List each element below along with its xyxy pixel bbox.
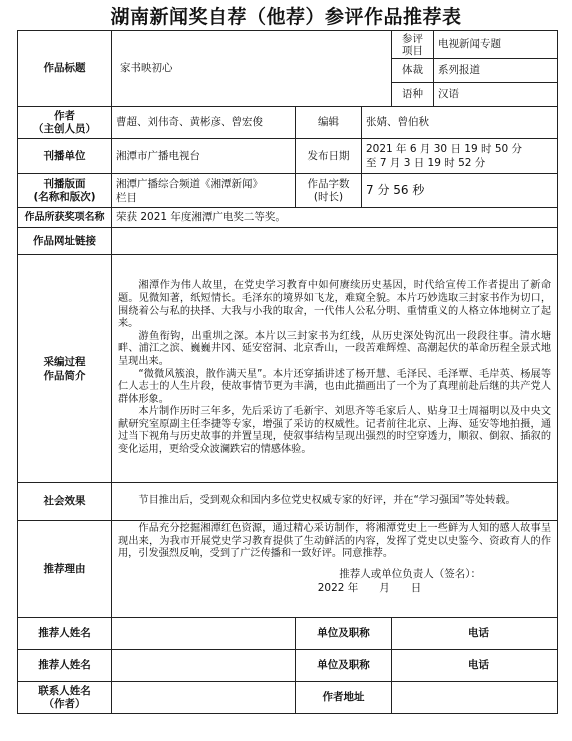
layout-label: 刊播版面 (名称和版次) bbox=[18, 174, 112, 208]
publishing-unit-label: 刊播单位 bbox=[18, 139, 112, 174]
effect-text: 节目推出后，受到观众和国内多位党史权威专家的好评，并在“学习强国”等处转载。 bbox=[138, 495, 516, 507]
process-paragraph: 本片制作历时三年多，先后采访了毛新宇、刘思齐等毛家后人、贴身卫士周福明以及中央文献研究室原副主任李捷等专家，增强了采访的权威性。记者前往北京、上海、延安等地拍摄，通过当下视角与历史故事的并置呈现，使叙事结构呈现出强烈的时空穿透力，顺叙、倒叙、插叙的变化运用，更给受众波澜跌宕的情感体验。 bbox=[118, 406, 552, 456]
publishing-unit-value: 湘潭市广播电视台 bbox=[112, 139, 296, 174]
reason-content bbox=[112, 521, 558, 618]
process-paragraph: 游鱼衔钩，出重圳之深。本片以三封家书为红线，从历史深处钩沉出一段段往事。清水塘畔、浦江之滨、巍巍井冈、延安窑洞、北京香山，一段苦难辉煌、高潮起伏的革命历程全景式地呈现出来。 bbox=[118, 330, 552, 367]
recommender-name-label: 推荐人姓名 bbox=[18, 650, 112, 682]
unit-phone-cell bbox=[392, 618, 558, 650]
contact-name-value bbox=[112, 682, 296, 714]
language-label: 语种 bbox=[392, 83, 434, 107]
entry-item-label: 参评 项目 bbox=[392, 31, 434, 59]
author-value: 曹超、刘伟奇、黄彬彦、曾宏俊 bbox=[112, 107, 296, 139]
unit-title-label: 单位及职称 bbox=[296, 618, 392, 650]
url-label: 作品网址链接 bbox=[18, 228, 112, 255]
unit-title-label: 单位及职称 bbox=[296, 650, 392, 682]
signature-date: 2022 年 月 日 bbox=[317, 581, 422, 594]
publish-date-value: 2021 年 6 月 30 日 19 时 50 分 至 7 月 3 日 19 时 52 分 bbox=[362, 139, 558, 174]
language-value: 汉语 bbox=[434, 83, 558, 107]
reason-label: 推荐理由 bbox=[18, 521, 112, 618]
genre-label: 体裁 bbox=[392, 59, 434, 83]
award-label: 作品所获奖项名称 bbox=[18, 208, 112, 228]
entry-item-value: 电视新闻专题 bbox=[434, 31, 558, 59]
reason-text: 作品充分挖掘湘潭红色资源，通过精心采访制作，将湘潭党史上一些鲜为人知的感人故事呈现出来，为我市开展党史学习教育提供了生动鲜活的内容，发挥了党史以史鉴今、资政育人的作用，引发强烈反响，受到了广泛传播和一致好评。同意推荐。 bbox=[118, 523, 552, 560]
recommender-name-value bbox=[112, 650, 296, 682]
author-label: 作者 （主创人员） bbox=[18, 107, 112, 139]
process-paragraph: 湘潭作为伟人故里，在党史学习教育中如何赓续历史基因，时代给宣传工作者提出了新命题。见微知著，纸短情长。毛泽东的境界如飞龙，难窥全貌。本片巧妙选取三封家书作为切口，围绕着公与私的抉择、大我与小我的取舍，一代伟人公私分明、重情重义的人格立体地树立了起来。 bbox=[118, 280, 552, 330]
signature-line: 推荐人或单位负责人（签名）： bbox=[339, 567, 482, 580]
process-content bbox=[112, 255, 558, 483]
layout-value: 湘潭广播综合频道《湘潭新闻》 栏目 bbox=[112, 174, 296, 208]
form-title: 湖南新闻奖自荐（他荐）参评作品推荐表 bbox=[110, 6, 462, 28]
url-value bbox=[112, 228, 558, 255]
duration-label: 作品字数 (时长) bbox=[296, 174, 362, 208]
award-value: 荣获 2021 年度湘潭广电奖二等奖。 bbox=[112, 208, 558, 228]
recommender-name-value bbox=[112, 618, 296, 650]
effect-value bbox=[112, 483, 558, 521]
author-address-label: 作者地址 bbox=[296, 682, 392, 714]
phone-label: 电话 bbox=[468, 659, 490, 671]
publish-date-label: 发布日期 bbox=[296, 139, 362, 174]
recommendation-table bbox=[17, 30, 558, 714]
author-address-value bbox=[392, 682, 558, 714]
recommender-name-label: 推荐人姓名 bbox=[18, 618, 112, 650]
unit-phone-cell bbox=[392, 650, 558, 682]
contact-name-label: 联系人姓名 （作者） bbox=[18, 682, 112, 714]
work-title-label: 作品标题 bbox=[18, 31, 112, 107]
duration-value: 7 分 56 秒 bbox=[362, 174, 558, 208]
process-paragraph: “微微风簇浪，散作满天星”。本片还穿插讲述了杨开慧、毛泽民、毛泽覃、毛岸英、杨展等仁人志士的人生片段，使故事情节更为丰满，也由此描画出了一个为了真理前赴后继的共产党人群体形象。 bbox=[118, 368, 552, 405]
phone-label: 电话 bbox=[468, 627, 490, 639]
editor-label: 编辑 bbox=[296, 107, 362, 139]
work-title-value: 家书映初心 bbox=[112, 31, 392, 107]
effect-label: 社会效果 bbox=[18, 483, 112, 521]
process-label: 采编过程 作品简介 bbox=[18, 255, 112, 483]
genre-value: 系列报道 bbox=[434, 59, 558, 83]
editor-value: 张婧、曾伯秋 bbox=[362, 107, 558, 139]
